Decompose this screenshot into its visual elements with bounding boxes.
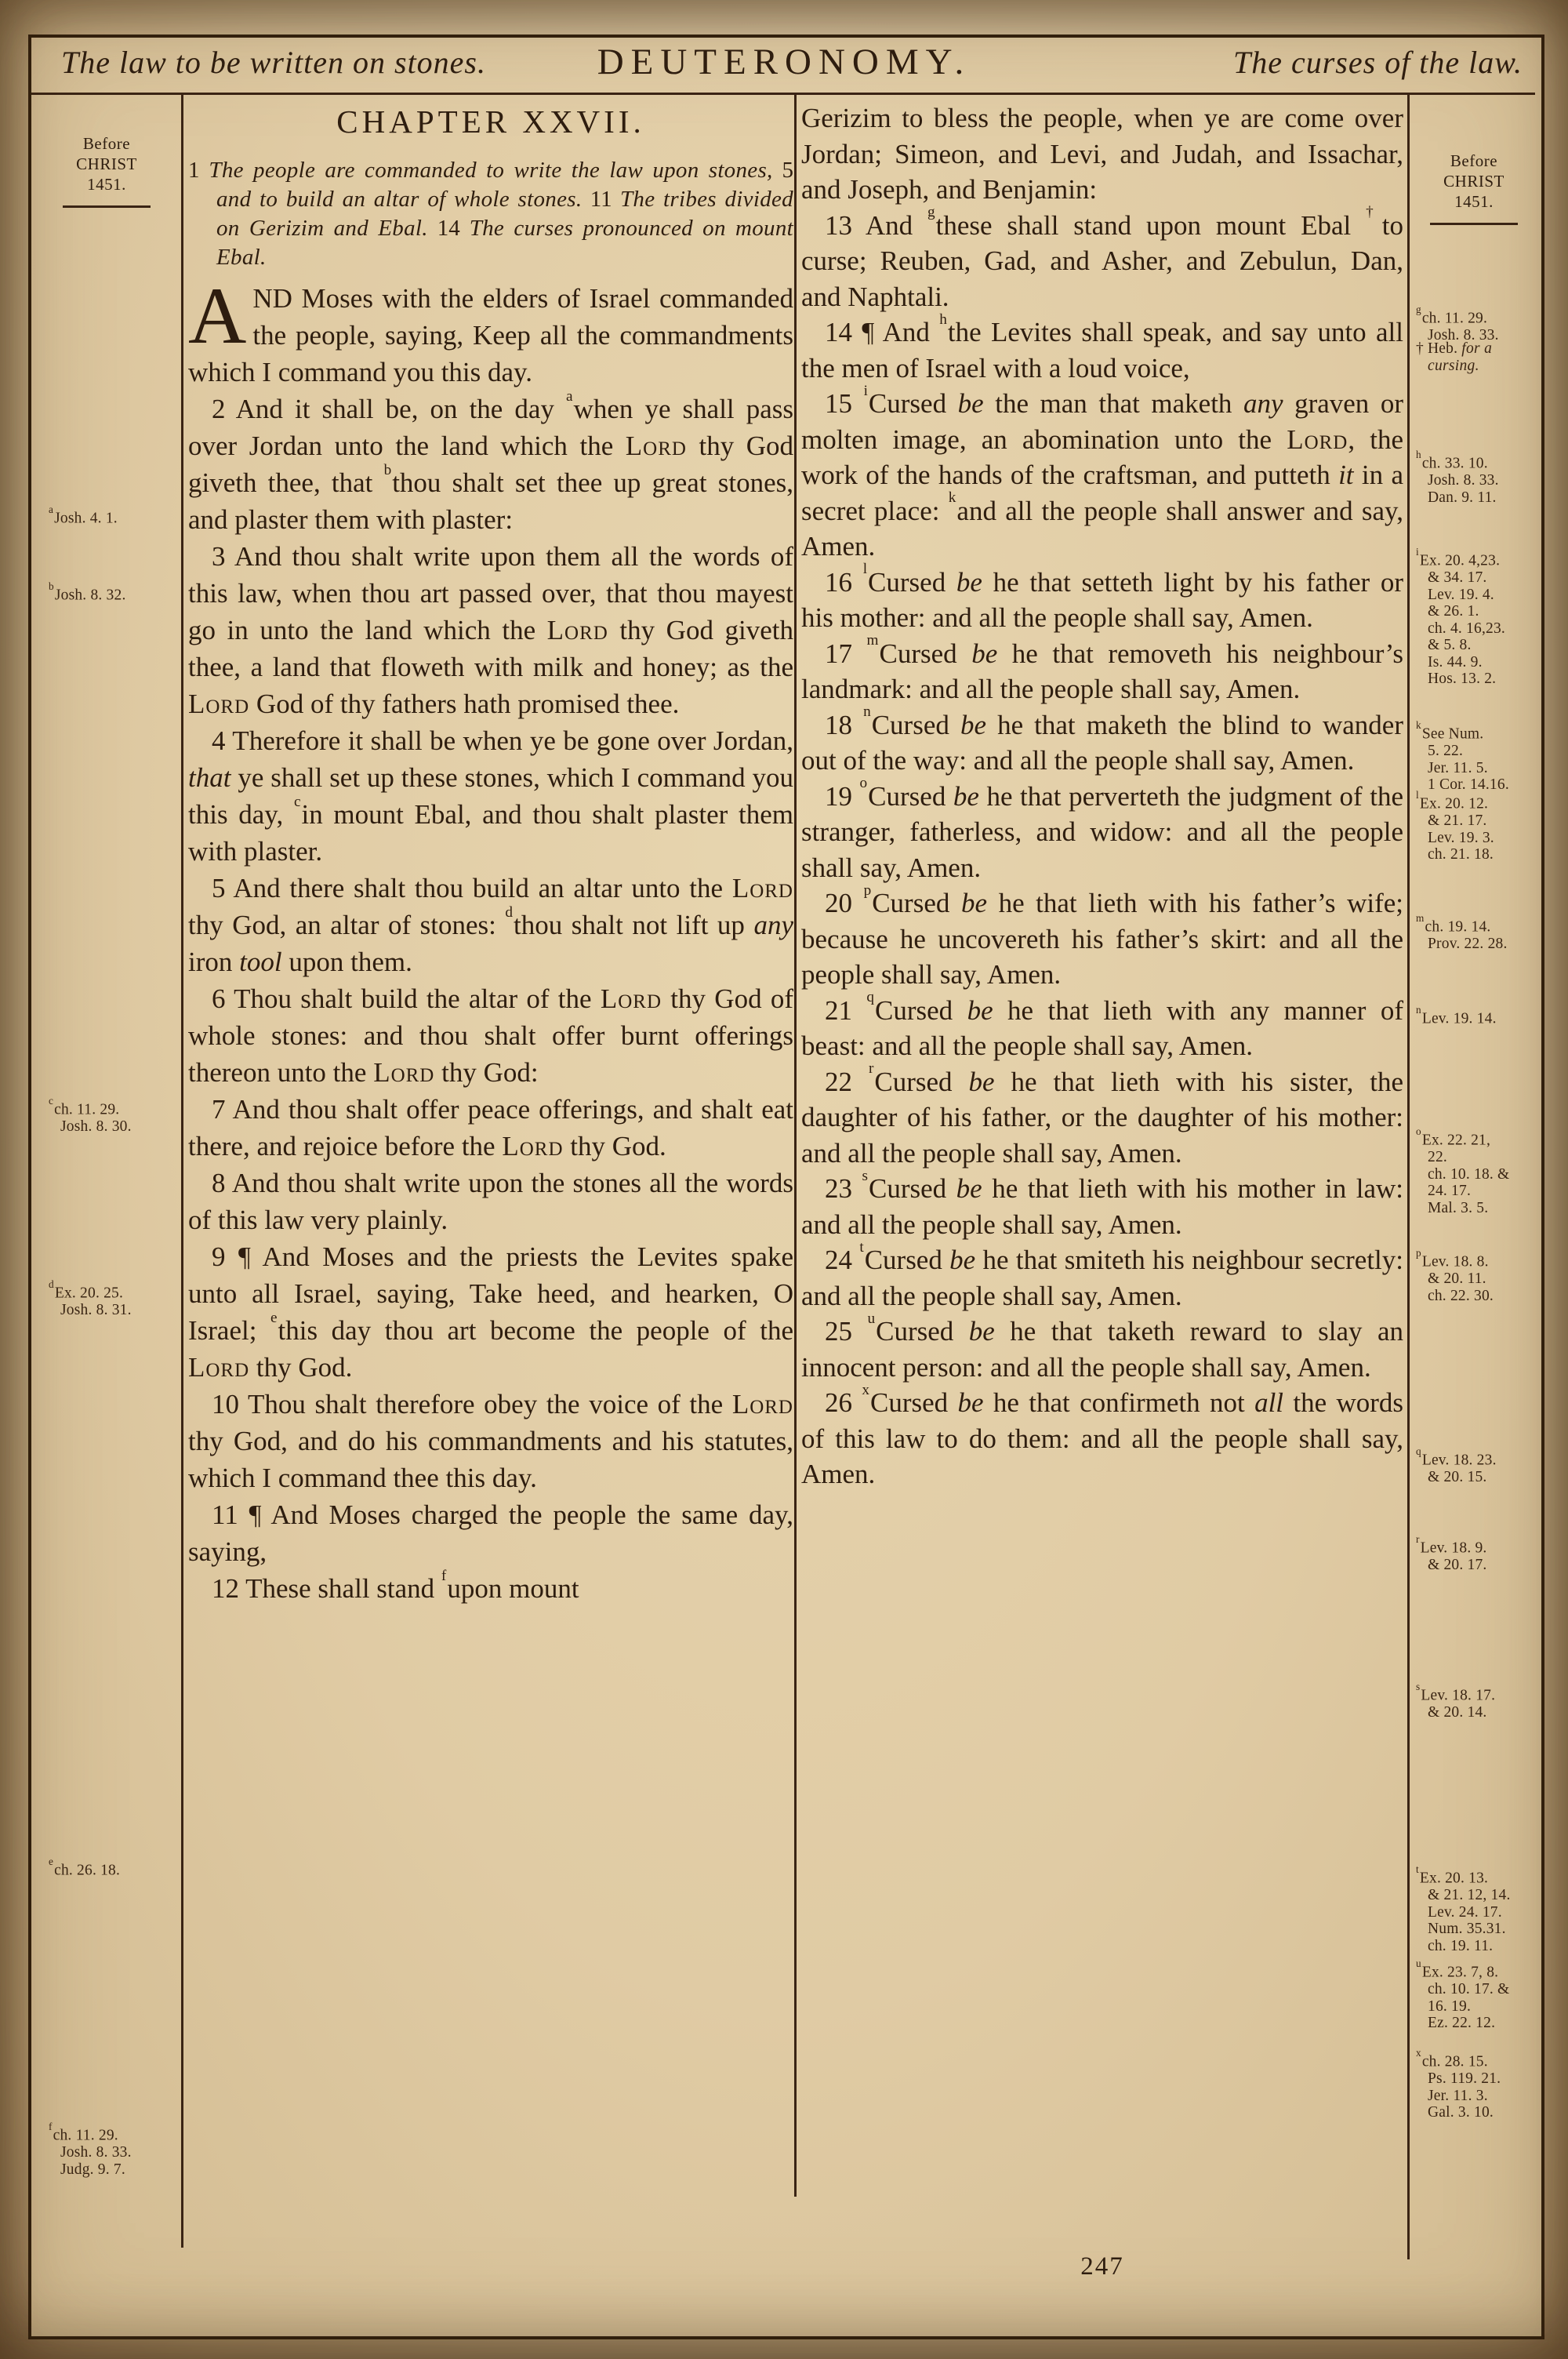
verse-paragraph: 12 These shall stand $^f$upon mount <box>212 1567 579 1604</box>
margin-cross-reference: $^o$Ex. 22. 21, 22. ch. 10. 18. & 24. 17. Mal. 3. 5. <box>1416 1125 1510 1216</box>
margin-cross-reference: $^s$Lev. 18. 17. & 20. 14. <box>1416 1680 1496 1721</box>
header-rule <box>31 93 1535 95</box>
margin-cross-reference: $^h$ch. 33. 10. Josh. 8. 33. Dan. 9. 11. <box>1416 448 1499 506</box>
margin-cross-reference: $^e$ch. 26. 18. <box>49 1855 121 1879</box>
column-divider-center <box>794 95 797 2197</box>
before-christ-label-left: Before CHRIST 1451. <box>76 134 137 194</box>
margin-cross-reference: $^c$ch. 11. 29. Josh. 8. 30. <box>49 1094 132 1135</box>
verse-paragraph: 26 $^x$Cursed be he that confirmeth not all the words of this law to do them: and all the people shall say, Amen. <box>801 1381 1404 1489</box>
verse-paragraph: 4 Therefore it shall be when ye be gone over Jordan, that ye shall set up these stones, which I command you this day, $^c$in mount Ebal, and thou shalt plaster them with plaster. <box>188 725 793 867</box>
verse-paragraph: 24 $^t$Cursed be he that smiteth his neighbour secretly: and all the people shall say, Amen. <box>801 1238 1404 1311</box>
verse-paragraph: Gerizim to bless the people, when ye are come over Jordan; Simeon, and Levi, and Judah, and Issachar, and Joseph, and Benjamin: <box>801 103 1403 205</box>
verse-paragraph: 17 $^m$Cursed be he that removeth his neighbour’s landmark: and all the people shall say, Amen. <box>801 632 1403 704</box>
page-number: 247 <box>1080 2252 1124 2281</box>
margin-cross-reference: $^r$Lev. 18. 9. & 20. 17. <box>1416 1532 1487 1573</box>
margin-cross-reference: $^g$ch. 11. 29. Josh. 8. 33. <box>1416 303 1499 343</box>
verse-paragraph: 14 ¶ And $^h$the Levites shall speak, and say unto all the men of Israel with a loud voice, <box>801 311 1403 383</box>
verse-paragraph: 5 And there shalt thou build an altar unto the Lord thy God, an altar of stones: $^d$thou shalt not lift up any iron tool upon them. <box>188 873 793 977</box>
margin-cross-reference: $^n$Lev. 19. 14. <box>1416 1003 1497 1027</box>
drop-cap: A <box>188 271 247 361</box>
book-title: DEUTERONOMY. <box>597 42 971 82</box>
bc-underline-right <box>1430 223 1518 225</box>
margin-cross-reference: $^f$ch. 11. 29. Josh. 8. 33. Judg. 9. 7. <box>49 2120 132 2178</box>
verses-column-2 <box>801 100 1403 1492</box>
verses-column-1 <box>188 271 794 1607</box>
margin-cross-reference: $^b$Josh. 8. 32. <box>49 580 126 604</box>
verse-paragraph: 21 $^q$Cursed be he that lieth with any manner of beast: and all the people shall say, Amen. <box>801 989 1404 1061</box>
margin-cross-reference: $^p$Lev. 18. 8. & 20. 11. ch. 22. 30. <box>1416 1246 1494 1304</box>
margin-cross-reference: $^d$Ex. 20. 25. Josh. 8. 31. <box>49 1278 132 1318</box>
margin-cross-reference: $^t$Ex. 20. 13. & 21. 12, 14. Lev. 24. 17. Num. 35.31. ch. 19. 11. <box>1416 1863 1511 1954</box>
verse-paragraph: 22 $^r$Cursed be he that lieth with his sister, the daughter of his father, or the daughter of his mother: and all the people shall say, Amen. <box>801 1060 1404 1169</box>
verse-paragraph: 7 And thou shalt offer peace offerings, and shalt eat there, and rejoice before the Lord thy God. <box>188 1094 793 1161</box>
before-christ-label-right: Before CHRIST 1451. <box>1443 151 1504 211</box>
bc-underline-left <box>63 205 151 208</box>
margin-cross-reference: $^a$Josh. 4. 1. <box>49 503 118 527</box>
verse-paragraph: 18 $^n$Cursed be he that maketh the blind to wander out of the way: and all the people shall say, Amen. <box>801 703 1403 776</box>
text-column-1 <box>188 99 793 1607</box>
verse-paragraph: 16 $^l$Cursed be he that setteth light by his father or his mother: and all the people shall say, Amen. <box>801 561 1404 633</box>
verse-paragraph: 8 And thou shalt write upon the stones all the words of this law very plainly. <box>188 1168 793 1235</box>
margin-cross-reference: $^x$ch. 28. 15. Ps. 119. 21. Jer. 11. 3. Gal. 3. 10. <box>1416 2046 1501 2121</box>
verse-paragraph: 23 $^s$Cursed be he that lieth with his mother in law: and all the people shall say, Amen. <box>801 1167 1404 1240</box>
verse-paragraph: 25 $^u$Cursed be he that taketh reward to slay an innocent person: and all the people shall say, Amen. <box>801 1310 1403 1383</box>
verse-paragraph: 2 And it shall be, on the day $^a$when ye shall pass over Jordan unto the land which the Lord thy God giveth thee, that $^b$thou shalt set thee up great stones, and plaster them with plaster: <box>188 387 793 535</box>
margin-cross-reference: $^q$Lev. 18. 23. & 20. 15. <box>1416 1445 1497 1485</box>
margin-cross-reference: $^k$See Num. 5. 22. Jer. 11. 5. 1 Cor. 14.16. <box>1416 718 1509 793</box>
verse-paragraph: 9 ¶ And Moses and the priests the Levites spake unto all Israel, saying, Take heed, and hearken, O Israel; $^e$this day thou art become the people of the Lord thy God. <box>188 1241 793 1383</box>
verse-paragraph: 3 And thou shalt write upon them all the words of this law, when thou art passed over, that thou mayest go in unto the land which the Lord thy God giveth thee, a land that floweth with milk and honey; as the Lord God of thy fathers hath promised thee. <box>188 541 794 719</box>
verse-paragraph: 19 $^o$Cursed be he that perverteth the judgment of the stranger, fatherless, and widow: and all the people shall say, Amen. <box>801 775 1403 883</box>
margin-cross-reference: † Heb. for a cursing. <box>1416 340 1493 374</box>
text-column-2 <box>801 100 1403 1492</box>
verse-paragraph: 6 Thou shalt build the altar of the Lord thy God of whole stones: and thou shalt offer burnt offerings thereon unto the Lord thy God: <box>188 983 793 1088</box>
verse-paragraph: 10 Thou shalt therefore obey the voice of the Lord thy God, and do his commandments and his statutes, which I command thee this day. <box>188 1389 793 1493</box>
column-divider-left-margin <box>181 95 183 2248</box>
chapter-summary: 1 The people are commanded to write the law upon stones, 5 and to build an altar of whole stones. 11 The tribes divided on Gerizim and Ebal. 14 The curses pronounced on mount Ebal. <box>188 158 794 270</box>
margin-cross-reference: $^m$ch. 19. 14. Prov. 22. 28. <box>1416 911 1508 952</box>
margin-cross-reference: $^l$Ex. 20. 12. & 21. 17. Lev. 19. 3. ch. 21. 18. <box>1416 788 1494 863</box>
chapter-heading: CHAPTER XXVII. <box>336 104 645 140</box>
margin-cross-reference: $^u$Ex. 23. 7, 8. ch. 10. 17. & 16. 19. Ez. 22. 12. <box>1416 1957 1510 2031</box>
margin-cross-reference: $^i$Ex. 20. 4,23. & 34. 17. Lev. 19. 4. & 26. 1. ch. 4. 16,23. & 5. 8. Is. 44. 9. Hos. 13. 2. <box>1416 545 1506 687</box>
column-divider-right-margin <box>1407 95 1410 2259</box>
verse-paragraph: 15 $^i$Cursed be the man that maketh any graven or molten image, an abomination unto the Lord, the work of the hands of the craftsman, and putteth it in a secret place: $^k$and all the people shall answer and say, Amen. <box>801 382 1404 562</box>
verse-paragraph: 20 $^p$Cursed be he that lieth with his father’s wife; because he uncovereth his father’s skirt: and all the people shall say, Amen. <box>801 881 1403 990</box>
running-head-left: The law to be written on stones. <box>61 45 486 80</box>
verse-paragraph: 13 And $^g$these shall stand upon mount Ebal †to curse; Reuben, Gad, and Asher, and Zebulun, Dan, and Naphtali. <box>801 204 1403 312</box>
verse-paragraph: 11 ¶ And Moses charged the people the same day, saying, <box>188 1499 793 1567</box>
running-head-right: The curses of the law. <box>1232 45 1523 80</box>
verse-paragraph: AND Moses with the elders of Israel commanded the people, saying, Keep all the commandments which I command you this day. <box>188 271 793 387</box>
